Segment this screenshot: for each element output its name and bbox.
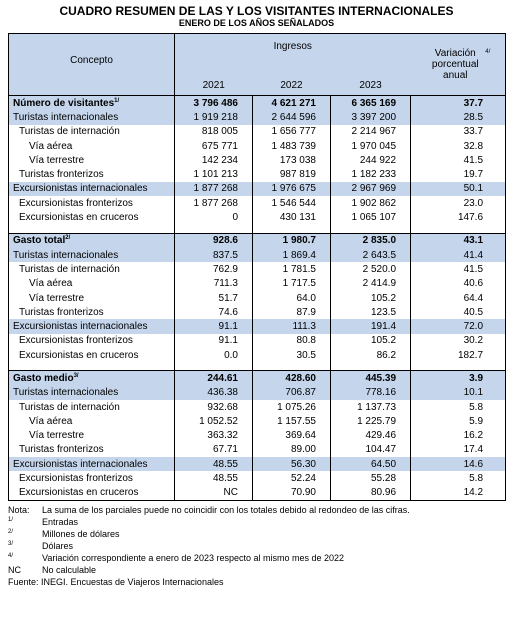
row-label: Turistas internacionales [9, 110, 175, 124]
row-value: 436.38 [175, 386, 253, 400]
row-value: 182.7 [411, 348, 506, 362]
section-row [9, 96, 506, 111]
row-value: NC [175, 486, 253, 501]
gap-cell [9, 362, 175, 371]
note-key-text: NC [8, 565, 21, 576]
row-value: 1 919 218 [175, 110, 253, 124]
row-value: 40.5 [411, 305, 506, 319]
row-value: 818 005 [175, 125, 253, 139]
note-key-text: 2/ [8, 529, 14, 536]
row-value: 41.4 [411, 248, 506, 262]
row-value: 89.00 [253, 443, 331, 457]
row-value: 19.7 [411, 167, 506, 181]
row-value: 52.24 [253, 471, 331, 485]
row-value: 16.2 [411, 429, 506, 443]
section-value: 428.60 [253, 371, 331, 386]
row-value: 33.7 [411, 125, 506, 139]
gap-cell [411, 225, 506, 234]
section-value: 3 796 486 [175, 96, 253, 111]
note-key-text: 3/ [8, 541, 14, 548]
note-key [8, 528, 42, 540]
header-variacion-note: 4/ [485, 49, 491, 55]
section-note: 3/ [73, 372, 79, 379]
table-row [9, 182, 506, 196]
gap-cell [253, 225, 331, 234]
row-label: Excursionistas fronterizos [9, 334, 175, 348]
table-row [9, 400, 506, 414]
section-value: 37.7 [411, 96, 506, 111]
row-value: 30.2 [411, 334, 506, 348]
row-value: 48.55 [175, 471, 253, 485]
table-row [9, 443, 506, 457]
section-row [9, 233, 506, 248]
row-value: 48.55 [175, 457, 253, 471]
row-label: Vía aérea [9, 414, 175, 428]
row-value: 1 157.55 [253, 414, 331, 428]
note-item [8, 552, 513, 564]
note-key [8, 516, 42, 528]
row-value: 56.30 [253, 457, 331, 471]
row-value: 142 234 [175, 153, 253, 167]
row-value: 430 131 [253, 210, 331, 224]
row-value: 14.6 [411, 457, 506, 471]
section-row [9, 371, 506, 386]
section-value: 928.6 [175, 233, 253, 248]
row-value: 1 877 268 [175, 196, 253, 210]
row-value: 1 717.5 [253, 277, 331, 291]
section-value: 244.61 [175, 371, 253, 386]
row-value: 23.0 [411, 196, 506, 210]
row-value: 1 781.5 [253, 262, 331, 276]
row-label: Excursionistas en cruceros [9, 210, 175, 224]
header-ingresos: Ingresos [175, 34, 411, 59]
row-value: 50.1 [411, 182, 506, 196]
row-value: 105.2 [331, 334, 411, 348]
note-key [8, 564, 42, 576]
note-item [8, 528, 513, 540]
summary-table [8, 33, 506, 501]
table-row [9, 414, 506, 428]
row-label: Vía aérea [9, 139, 175, 153]
section-value: 445.39 [331, 371, 411, 386]
row-value: 67.71 [175, 443, 253, 457]
section-label-cell [9, 96, 175, 111]
row-value: 711.3 [175, 277, 253, 291]
row-value: 932.68 [175, 400, 253, 414]
section-gap [9, 225, 506, 234]
row-label: Turistas internacionales [9, 386, 175, 400]
table-row [9, 139, 506, 153]
table-row [9, 348, 506, 362]
row-value: 74.6 [175, 305, 253, 319]
row-value: 2 414.9 [331, 277, 411, 291]
gap-cell [175, 362, 253, 371]
gap-cell [175, 225, 253, 234]
row-value: 1 877 268 [175, 182, 253, 196]
row-value: 1 546 544 [253, 196, 331, 210]
row-value: 64.0 [253, 291, 331, 305]
row-value: 0 [175, 210, 253, 224]
row-value: 64.50 [331, 457, 411, 471]
note-text: Entradas [42, 517, 79, 528]
row-value: 1 970 045 [331, 139, 411, 153]
row-value: 5.8 [411, 471, 506, 485]
row-value: 1 656 777 [253, 125, 331, 139]
row-value: 55.28 [331, 471, 411, 485]
row-label: Vía terrestre [9, 429, 175, 443]
row-value: 2 214 967 [331, 125, 411, 139]
row-label: Excursionistas internacionales [9, 319, 175, 333]
row-value: 14.2 [411, 486, 506, 501]
table-row [9, 277, 506, 291]
gap-cell [331, 225, 411, 234]
row-label: Turistas internacionales [9, 248, 175, 262]
row-label: Vía terrestre [9, 291, 175, 305]
row-value: 762.9 [175, 262, 253, 276]
row-value: 1 065 107 [331, 210, 411, 224]
section-value: 3.9 [411, 371, 506, 386]
row-value: 70.90 [253, 486, 331, 501]
note-item [8, 504, 513, 516]
table-row [9, 210, 506, 224]
row-value: 64.4 [411, 291, 506, 305]
row-label: Turistas fronterizos [9, 167, 175, 181]
table-row [9, 471, 506, 485]
row-value: 0.0 [175, 348, 253, 362]
row-value: 30.5 [253, 348, 331, 362]
row-value: 147.6 [411, 210, 506, 224]
row-value: 2 520.0 [331, 262, 411, 276]
row-value: 72.0 [411, 319, 506, 333]
row-value: 173 038 [253, 153, 331, 167]
gap-cell [9, 225, 175, 234]
row-value: 86.2 [331, 348, 411, 362]
row-label: Excursionistas fronterizos [9, 196, 175, 210]
table-row [9, 457, 506, 471]
row-label: Turistas de internación [9, 262, 175, 276]
note-text: No calculable [42, 565, 97, 576]
row-value: 51.7 [175, 291, 253, 305]
row-value: 837.5 [175, 248, 253, 262]
header-variacion [411, 34, 506, 96]
row-value: 2 644 596 [253, 110, 331, 124]
note-key-text: 1/ [8, 517, 14, 524]
row-value: 191.4 [331, 319, 411, 333]
row-value: 369.64 [253, 429, 331, 443]
section-value: 4 621 271 [253, 96, 331, 111]
row-value: 2 643.5 [331, 248, 411, 262]
note-key [8, 504, 42, 516]
row-value: 80.96 [331, 486, 411, 501]
row-value: 1 137.73 [331, 400, 411, 414]
notes [8, 504, 513, 576]
row-value: 40.6 [411, 277, 506, 291]
section-label: Gasto medio [13, 372, 74, 384]
gap-cell [411, 362, 506, 371]
row-value: 706.87 [253, 386, 331, 400]
row-value: 17.4 [411, 443, 506, 457]
table-body [9, 96, 506, 501]
note-item [8, 540, 513, 552]
row-value: 244 922 [331, 153, 411, 167]
note-text: La suma de los parciales puede no coincidir con los totales debido al redondeo de las cifras. [42, 505, 410, 516]
header-year-2023: 2023 [331, 58, 411, 96]
row-value: 3 397 200 [331, 110, 411, 124]
row-value: 105.2 [331, 291, 411, 305]
row-value: 1 869.4 [253, 248, 331, 262]
table-row [9, 262, 506, 276]
row-value: 123.5 [331, 305, 411, 319]
table-row [9, 196, 506, 210]
row-value: 675 771 [175, 139, 253, 153]
row-value: 1 182 233 [331, 167, 411, 181]
note-key-text: Nota: [8, 505, 30, 516]
table-row [9, 291, 506, 305]
table-row [9, 319, 506, 333]
table-row [9, 305, 506, 319]
row-value: 80.8 [253, 334, 331, 348]
row-value: 2 967 969 [331, 182, 411, 196]
note-item [8, 564, 513, 576]
table-row [9, 110, 506, 124]
table-subtitle: ENERO DE LOS AÑOS SEÑALADOS [178, 18, 335, 28]
table-row [9, 153, 506, 167]
row-value: 41.5 [411, 262, 506, 276]
row-value: 32.8 [411, 139, 506, 153]
row-value: 778.16 [331, 386, 411, 400]
section-note: 1/ [114, 97, 120, 104]
table-row [9, 429, 506, 443]
row-label: Turistas de internación [9, 125, 175, 139]
header-concepto: Concepto [9, 34, 175, 96]
row-label: Excursionistas en cruceros [9, 486, 175, 501]
note-key-text: 4/ [8, 553, 14, 560]
row-value: 1 075.26 [253, 400, 331, 414]
source-note: Fuente: INEGI. Encuestas de Viajeros Internacionales [8, 577, 224, 588]
row-value: 41.5 [411, 153, 506, 167]
row-label: Excursionistas en cruceros [9, 348, 175, 362]
section-label: Número de visitantes [13, 97, 115, 109]
table-title: CUADRO RESUMEN DE LAS Y LOS VISITANTES INTERNACIONALES [59, 4, 454, 18]
row-label: Vía aérea [9, 277, 175, 291]
row-value: 5.8 [411, 400, 506, 414]
row-value: 28.5 [411, 110, 506, 124]
section-label-cell [9, 371, 175, 386]
note-item [8, 516, 513, 528]
row-value: 1 902 862 [331, 196, 411, 210]
section-gap [9, 362, 506, 371]
row-value: 987 819 [253, 167, 331, 181]
row-value: 5.9 [411, 414, 506, 428]
table-row [9, 248, 506, 262]
table-row [9, 125, 506, 139]
note-key [8, 540, 42, 552]
table-row [9, 386, 506, 400]
row-label: Excursionistas internacionales [9, 182, 175, 196]
row-value: 111.3 [253, 319, 331, 333]
row-value: 1 225.79 [331, 414, 411, 428]
section-value: 43.1 [411, 233, 506, 248]
table-row [9, 167, 506, 181]
gap-cell [331, 362, 411, 371]
row-label: Turistas fronterizos [9, 443, 175, 457]
section-value: 2 835.0 [331, 233, 411, 248]
row-value: 1 052.52 [175, 414, 253, 428]
section-value: 6 365 169 [331, 96, 411, 111]
section-value: 1 980.7 [253, 233, 331, 248]
row-value: 10.1 [411, 386, 506, 400]
row-label: Excursionistas fronterizos [9, 471, 175, 485]
row-value: 1 101 213 [175, 167, 253, 181]
row-value: 87.9 [253, 305, 331, 319]
note-text: Millones de dólares [42, 529, 120, 540]
note-text: Dólares [42, 541, 74, 552]
row-value: 429.46 [331, 429, 411, 443]
row-value: 1 483 739 [253, 139, 331, 153]
section-label-cell [9, 233, 175, 248]
gap-cell [253, 362, 331, 371]
row-value: 91.1 [175, 319, 253, 333]
section-note: 2/ [65, 235, 71, 242]
row-value: 91.1 [175, 334, 253, 348]
header-variacion-label: Variación porcentual anual [431, 48, 479, 81]
row-value: 104.47 [331, 443, 411, 457]
row-value: 363.32 [175, 429, 253, 443]
section-label: Gasto total [13, 235, 66, 247]
table-row [9, 486, 506, 501]
note-text: Variación correspondiente a enero de 2023 respecto al mismo mes de 2022 [42, 553, 345, 564]
row-value: 1 976 675 [253, 182, 331, 196]
header-year-2021: 2021 [175, 58, 253, 96]
header-year-2022: 2022 [253, 58, 331, 96]
row-label: Turistas de internación [9, 400, 175, 414]
row-label: Excursionistas internacionales [9, 457, 175, 471]
row-label: Vía terrestre [9, 153, 175, 167]
row-label: Turistas fronterizos [9, 305, 175, 319]
table-row [9, 334, 506, 348]
note-key [8, 552, 42, 564]
